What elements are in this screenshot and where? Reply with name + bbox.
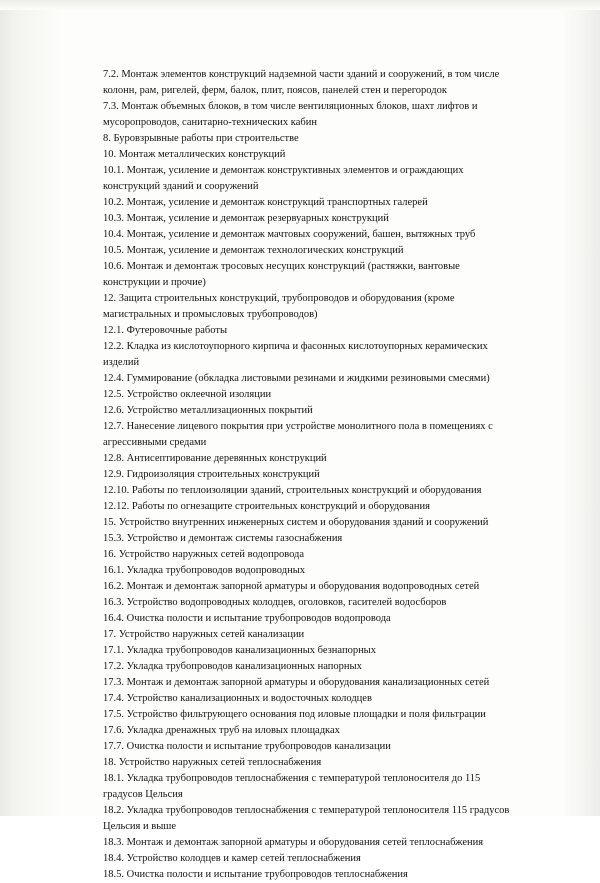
document-line: конструкций зданий и сооружений (103, 181, 259, 192)
document-line: 17.7. Очистка полости и испытание трубопроводов канализации (103, 741, 391, 752)
document-line: 17.2. Укладка трубопроводов канализационных напорных (103, 661, 362, 672)
document-line: 16.2. Монтаж и демонтаж запорной арматуры и оборудования водопроводных сетей (103, 581, 480, 592)
document-line: 18.1. Укладка трубопроводов теплоснабжения с температурой теплоносителя до 115 (103, 773, 481, 784)
document-line: 18.2. Укладка трубопроводов теплоснабжения с температурой теплоносителя 115 градусов (103, 805, 510, 816)
document-line: 12.5. Устройство оклеечной изоляции (103, 389, 272, 400)
document-line: 10. Монтаж металлических конструкций (103, 149, 286, 160)
document-line: агрессивными средами (103, 437, 207, 448)
document-line: 7.3. Монтаж объемных блоков, в том числе вентиляционных блоков, шахт лифтов и (103, 101, 478, 112)
document-line: 10.1. Монтаж, усиление и демонтаж конструктивных элементов и ограждающих (103, 165, 464, 176)
document-line: 18.5. Очистка полости и испытание трубопроводов теплоснабжения (103, 869, 408, 880)
document-line: 8. Буровзрывные работы при строительстве (103, 133, 299, 144)
document-line: 10.3. Монтаж, усиление и демонтаж резервуарных конструкций (103, 213, 389, 224)
document-line: 17.4. Устройство канализационных и водосточных колодцев (103, 693, 372, 704)
page-top-edge (0, 0, 600, 10)
document-line: 10.6. Монтаж и демонтаж тросовых несущих конструкций (растяжки, вантовые (103, 261, 460, 272)
document-line: 17.5. Устройство фильтрующего основания под иловые площадки и поля фильтрации (103, 709, 486, 720)
document-line: изделий (103, 357, 140, 368)
document-line: 12.9. Гидроизоляция строительных конструкций (103, 469, 320, 480)
document-line: 12.1. Футеровочные работы (103, 325, 228, 336)
document-line: 15.3. Устройство и демонтаж системы газоснабжения (103, 533, 343, 544)
document-line: 7.2. Монтаж элементов конструкций надземной части зданий и сооружений, в том числе (103, 69, 500, 80)
document-text-block (103, 67, 549, 883)
document-line: 12.8. Антисептирование деревянных конструкций (103, 453, 327, 464)
document-line: 12.12. Работы по огнезащите строительных конструкций и оборудования (103, 501, 430, 512)
document-line: 17. Устройство наружных сетей канализации (103, 629, 305, 640)
document-line: 10.2. Монтаж, усиление и демонтаж конструкций транспортных галерей (103, 197, 428, 208)
page-left-edge-shadow (0, 0, 62, 816)
document-line: 16.1. Укладка трубопроводов водопроводных (103, 565, 306, 576)
document-line: 16.4. Очистка полости и испытание трубопроводов водопровода (103, 613, 391, 624)
document-line: 18.3. Монтаж и демонтаж запорной арматуры и оборудования сетей теплоснабжения (103, 837, 484, 848)
document-line: мусоропроводов, санитарно-технических кабин (103, 117, 317, 128)
document-line: 10.4. Монтаж, усиление и демонтаж мачтовых сооружений, башен, вытяжных труб (103, 229, 476, 240)
document-line: 17.6. Укладка дренажных труб на иловых площадках (103, 725, 340, 736)
document-line: 18.4. Устройство колодцев и камер сетей теплоснабжения (103, 853, 361, 864)
document-line: 16. Устройство наружных сетей водопровода (103, 549, 305, 560)
document-line: 12. Защита строительных конструкций, трубопроводов и оборудования (кроме (103, 293, 455, 304)
page-right-edge-shadow (560, 0, 600, 816)
document-line: 17.3. Монтаж и демонтаж запорной арматуры и оборудования канализационных сетей (103, 677, 490, 688)
document-line: 12.4. Гуммирование (обкладка листовыми резинами и жидкими резиновыми смесями) (103, 373, 490, 384)
document-line: 12.10. Работы по теплоизоляции зданий, строительных конструкций и оборудования (103, 485, 482, 496)
document-line: градусов Цельсия (103, 789, 183, 800)
document-line: 16.3. Устройство водопроводных колодцев, оголовков, гасителей водосборов (103, 597, 447, 608)
document-line: 12.7. Нанесение лицевого покрытия при устройстве монолитного пола в помещениях с (103, 421, 493, 432)
document-line: Цельсия и выше (103, 821, 177, 832)
document-line: 10.5. Монтаж, усиление и демонтаж технологических конструкций (103, 245, 404, 256)
document-line: 15. Устройство внутренних инженерных систем и оборудования зданий и сооружений (103, 517, 489, 528)
document-line: магистральных и промысловых трубопроводов) (103, 309, 318, 320)
document-line: 12.6. Устройство металлизационных покрытий (103, 405, 313, 416)
document-line: 18. Устройство наружных сетей теплоснабжения (103, 757, 322, 768)
document-line: 17.1. Укладка трубопроводов канализационных безнапорных (103, 645, 376, 656)
document-line: конструкции и прочие) (103, 277, 206, 288)
document-line: колонн, рам, ригелей, ферм, балок, плит, поясов, панелей стен и перегородок (103, 85, 447, 96)
document-line: 12.2. Кладка из кислотоупорного кирпича и фасонных кислотоупорных керамических (103, 341, 488, 352)
